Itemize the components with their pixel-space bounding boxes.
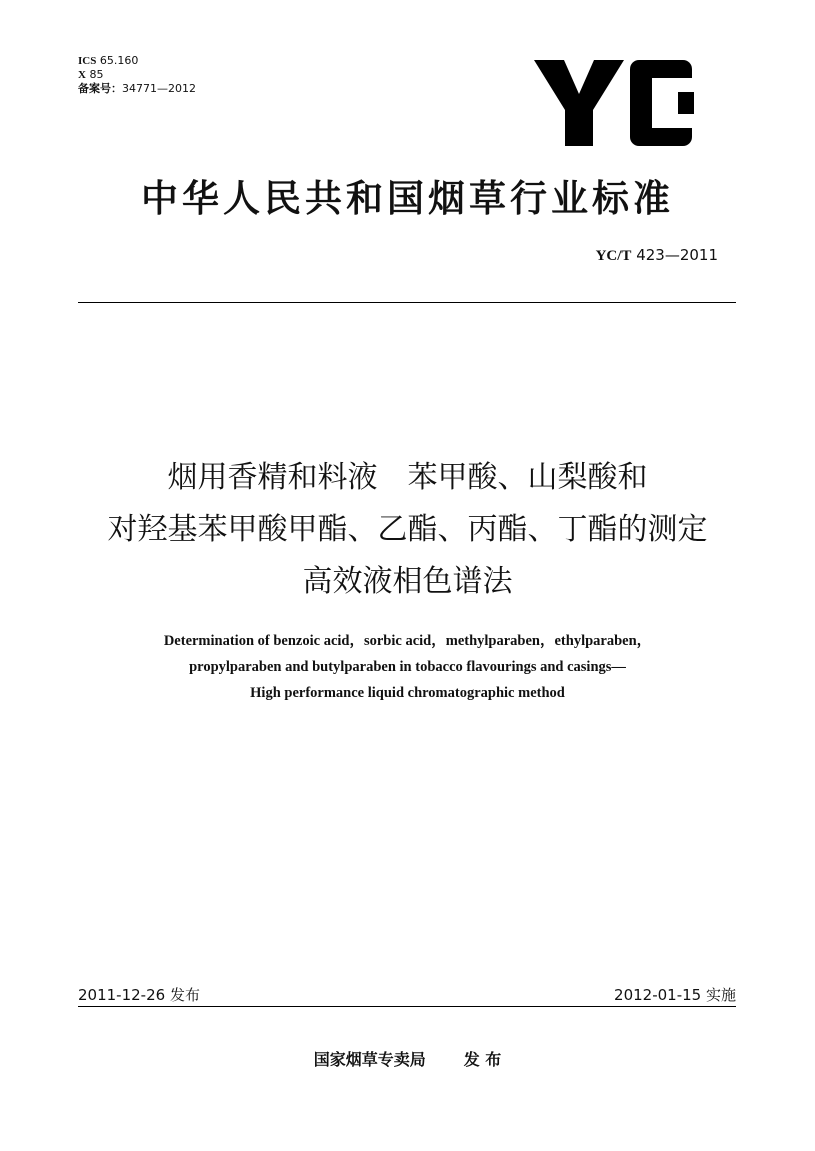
publisher-name: 国家烟草专卖局 bbox=[313, 1050, 426, 1069]
english-title-line-2: propylparaben and butylparaben in tobacco flavourings and casings— bbox=[189, 659, 626, 675]
english-title-line-3: High performance liquid chromatographic method bbox=[250, 685, 565, 701]
record-label: 备案号： bbox=[78, 82, 122, 95]
standard-number bbox=[596, 246, 718, 265]
issuing-org-title: 中华人民共和国烟草行业标准 bbox=[141, 177, 674, 220]
record-line bbox=[78, 82, 196, 95]
record-value: 34771—2012 bbox=[122, 82, 196, 95]
ics-line bbox=[78, 54, 196, 68]
class-line bbox=[78, 68, 196, 82]
implementation-date: 2012-01-15 实施 bbox=[614, 986, 736, 1004]
ics-label: ICS bbox=[78, 55, 97, 67]
chinese-title-line-1: 烟用香精和料液 苯甲酸、山梨酸和 bbox=[167, 460, 648, 495]
chinese-title-line-2: 对羟基苯甲酸甲酯、乙酯、丙酯、丁酯的测定 bbox=[107, 512, 708, 547]
chinese-title bbox=[0, 452, 815, 608]
ics-value: 65.160 bbox=[99, 54, 139, 67]
bottom-divider bbox=[78, 1006, 736, 1007]
publisher-line bbox=[0, 1047, 815, 1070]
classification-block bbox=[78, 54, 196, 95]
class-value: 85 bbox=[89, 68, 104, 81]
chinese-title-line-3: 高效液相色谱法 bbox=[302, 564, 513, 599]
english-title bbox=[0, 628, 815, 706]
standard-year-number: 423—2011 bbox=[636, 246, 718, 264]
class-label: X bbox=[78, 69, 86, 81]
issue-date: 2011-12-26 发布 bbox=[78, 986, 200, 1004]
english-title-line-1: Determination of benzoic acid，sorbic acid，methylparaben，ethylparaben， bbox=[163, 633, 652, 649]
standard-code: YC/T bbox=[595, 248, 632, 264]
top-divider bbox=[78, 302, 736, 303]
yc-logo bbox=[530, 60, 700, 146]
publish-action: 发 布 bbox=[463, 1050, 502, 1069]
